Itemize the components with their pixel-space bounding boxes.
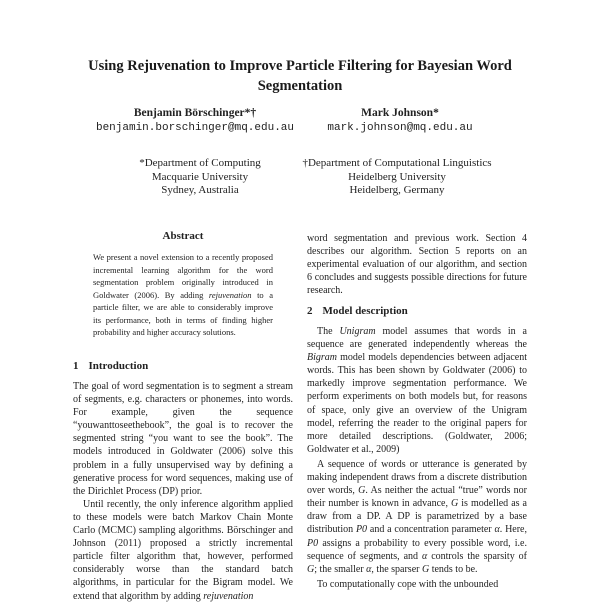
section-1-heading: 1 Introduction (73, 360, 149, 372)
model-paragraph-1: The Unigram model assumes that words in a sequence are generated independently whereas the Bigram model models dependencies between adjacent words. This has been shown by Goldwater (2006) to markedly improve segmentation performance. We perform experiments on both models but, for reasons of space, only give an overview of the Unigram model, referring the reader to the original papers for more detailed descriptions. (Goldwater, 2006; Goldwater et al., 2009) (307, 326, 527, 455)
intro-text (73, 380, 293, 603)
model-text (307, 325, 527, 591)
intro-paragraph-2: Until recently, the only inference algorithm applied to these models were batch Markov Chain Monte Carlo (MCMC) sampling algorithms. Börschinger and Johnson (2011) proposed a strictly incremental particle filter algorithm that, however, performed considerably worse than the standard batch algorithms, in particular for the Bigram model. We extend that algorithm by adding rejuvenation (73, 498, 293, 602)
title-line-2: Segmentation (257, 78, 343, 94)
author-2-name: Mark Johnson* (361, 107, 439, 119)
author-2 (320, 107, 480, 134)
right-column-continuation: word segmentation and previous work. Section 4 describes our algorithm. Section 5 reports on an experimental evaluation of our algorithm, and section 6 concludes and suggests possible directions for future research. (307, 233, 527, 297)
section-2-heading: 2 Model description (307, 305, 408, 317)
abstract-text: We present a novel extension to a recently proposed incremental learning algorithm for the word segmentation problem originally introduced in Goldwater (2006). By adding rejuvenation to a particle filter, we are able to considerably improve its performance, both in terms of finding higher probability and higher accuracy solutions. (93, 252, 273, 337)
author-1 (95, 107, 295, 134)
intro-paragraph-1: The goal of word segmentation is to segment a stream of segments, e.g. characters or phonemes, into words. For example, given the sequence “youwanttoseethebook”, the goal is to recover the segmented string “you want to see the book”. The models introduced in Goldwater (2006) solve this problem in a fully unsupervised way by defining a generative process for word sequences, making use of the Dirichlet Process (DP) prior. (73, 381, 293, 497)
affiliation-1: *Department of Computing Macquarie University Sydney, Australia (139, 157, 261, 196)
paper-title (60, 56, 540, 96)
model-paragraph-2: A sequence of words or utterance is generated by making independent draws from a discrete distribution over words, G. As neither the actual “true” words nor their number is known in advance, G is modelled as a draw from a DP. A DP is parametrized by a base distribution P0 and a concentration parameter α. Here, P0 assigns a probability to every possible word, i.e. sequence of segments, and α controls the sparsity of G; the smaller α, the sparser G tends to be. (307, 458, 527, 575)
author-1-email: benjamin.borschinger@mq.edu.au (95, 122, 295, 134)
affiliation-2: †Department of Computational Linguistics Heidelberg University Heidelberg, Germany (302, 157, 492, 196)
author-2-email: mark.johnson@mq.edu.au (327, 122, 473, 134)
title-line-1: Using Rejuvenation to Improve Particle Filtering for Bayesian Word (88, 58, 512, 74)
abstract-heading: Abstract (162, 230, 204, 242)
author-1-name: Benjamin Börschinger*† (133, 107, 257, 119)
model-paragraph-3: To computationally cope with the unbounded (317, 578, 499, 590)
